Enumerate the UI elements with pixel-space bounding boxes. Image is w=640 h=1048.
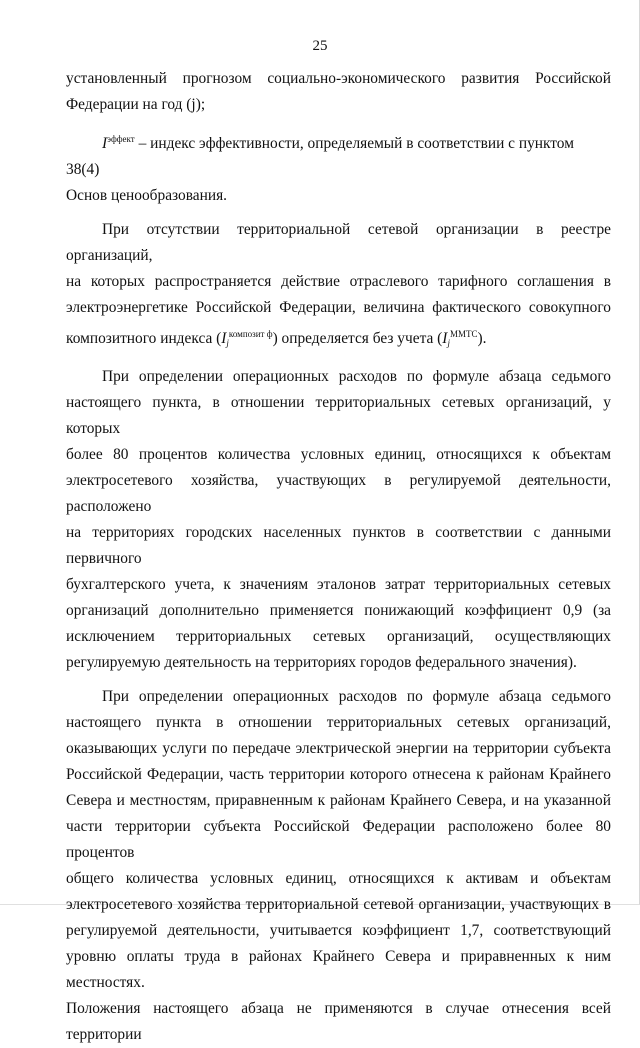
formula-superscript: композит ф <box>228 329 273 339</box>
formula-superscript: эффект <box>107 134 135 144</box>
paragraph-2 <box>66 126 611 209</box>
paragraph-5 <box>66 684 611 1048</box>
text-line: Основ ценообразования. <box>66 187 228 204</box>
text-line: Федерации на год (j); <box>66 96 206 113</box>
text-line: Положения настоящего абзаца не применяются в случае отнесения всей территории <box>66 1000 611 1043</box>
paragraph-1 <box>66 66 611 118</box>
text-line: Севера и местностям, приравненным к районам Крайнего Севера, и на указанной <box>66 792 611 809</box>
document-body <box>66 66 611 1048</box>
text-line: При определении операционных расходов по формуле абзаца седьмого <box>102 688 611 705</box>
text-line: организаций дополнительно применяется понижающий коэффициент 0,9 (за <box>66 602 611 619</box>
paragraph-4 <box>66 364 611 676</box>
formula-superscript: ММТС <box>449 329 478 339</box>
text-line <box>66 126 611 183</box>
text-run: композитного индекса ( <box>66 330 222 347</box>
text-run: ). <box>477 330 487 347</box>
text-line: регулируемой деятельности, учитывается коэффициент 1,7, соответствующий <box>66 922 611 939</box>
text-line: установленный прогнозом социально-экономического развития Российской <box>66 70 611 87</box>
text-line: регулируемую деятельность на территориях городов федерального значения). <box>66 654 577 671</box>
text-line: электросетевого хозяйства, участвующих в регулируемой деятельности, расположено <box>66 472 611 515</box>
text-line: бухгалтерского учета, к значениям эталонов затрат территориальных сетевых <box>66 576 611 593</box>
text-run: ) определяется без учета ( <box>272 330 443 347</box>
text-line: оказывающих услуги по передаче электрической энергии на территории субъекта <box>66 740 611 757</box>
text-line: При отсутствии территориальной сетевой организации в реестре организаций, <box>66 221 611 264</box>
formula-symbol: I <box>221 330 227 347</box>
text-line: При определении операционных расходов по формуле абзаца седьмого <box>102 368 611 385</box>
text-line: настоящего пункта, в отношении территориальных сетевых организаций, у которых <box>66 394 611 437</box>
formula-symbol: I <box>102 135 108 152</box>
text-line: на которых распространяется действие отраслевого тарифного соглашения в <box>66 273 611 290</box>
text-run: – индекс эффективности, определяемый в соответствии с пунктом 38(4) <box>66 135 574 178</box>
text-line: уровню оплаты труда в районах Крайнего Севера и приравненных к ним местностях. <box>66 948 611 991</box>
paragraph-3 <box>66 217 611 356</box>
text-line: настоящего пункта в отношении территориальных сетевых организаций, <box>66 714 611 731</box>
text-line <box>66 321 611 356</box>
formula-subscript: j <box>226 338 229 348</box>
text-line: электроэнергетике Российской Федерации, величина фактического совокупного <box>66 299 611 316</box>
page-number: 25 <box>312 38 328 54</box>
text-line: общего количества условных единиц, относящихся к активам и объектам <box>66 870 611 887</box>
text-line: Российской Федерации, часть территории которого отнесена к районам Крайнего <box>66 766 611 783</box>
text-line: более 80 процентов количества условных единиц, относящихся к объектам <box>66 446 611 463</box>
text-line: исключением территориальных сетевых организаций, осуществляющих <box>66 628 611 645</box>
text-line: на территориях городских населенных пунктов в соответствии с данными первичного <box>66 524 611 567</box>
text-line: электросетевого хозяйства территориальной сетевой организации, участвующих в <box>66 896 611 913</box>
text-line: части территории субъекта Российской Федерации расположено более 80 процентов <box>66 818 611 861</box>
formula-symbol: I <box>442 330 448 347</box>
formula-subscript: j <box>447 338 450 348</box>
